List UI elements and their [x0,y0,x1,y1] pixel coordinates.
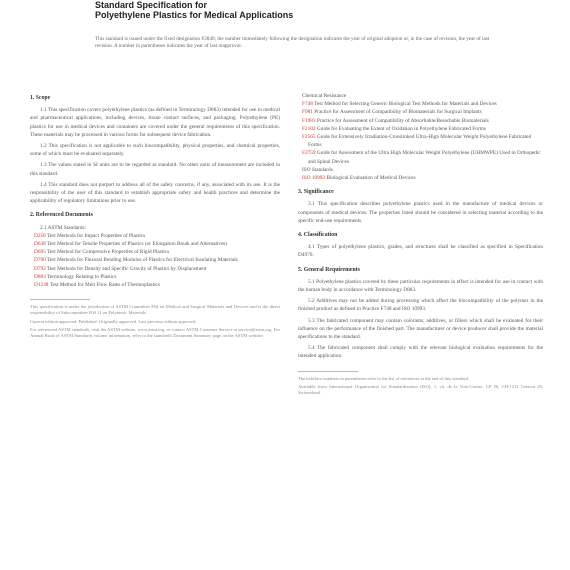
title-line-2: Polyethylene Plastics for Medical Applications [95,10,294,20]
left-column [30,88,280,341]
significance-para: 3.1 This specification describes polyethylene plastics used in the manufacture of medical devices or components of medical devices. The properties listed should be considered in selecting material according to the specific end-use requirements. [298,201,543,224]
reference-code[interactable]: F1983 [302,117,316,124]
general-para-2: 5.2 Additives may not be added during processing which affect the biocompatibility of the polymer in the finished product as defined in Practice F748 and ISO 10993. [298,298,543,313]
reference-title: ISO Standards [302,166,333,173]
scope-para-2: 1.2 This specification is not applicable to such biocompatibility, physical properties, and chemical properties, some of which must be evaluated separately. [30,143,280,158]
reference-item [302,133,543,149]
reference-title: Practice for Assessment of Compatibility of Absorbable/Resorbable Biomaterials [316,117,489,124]
reference-code[interactable]: D792 [34,265,46,272]
reference-code[interactable]: F2565 [302,134,316,141]
reference-item [34,281,280,289]
footnote: This specification is under the jurisdiction of ASTM Committee F04 on Medical and Surgical Materials and Devices and is the direct responsibility of Subcommittee F04.11 on Polymeric Materials. [30,304,280,316]
references-heading: 2. Referenced Documents [30,212,93,219]
right-footnotes [298,376,543,397]
reference-code[interactable]: F2759 [302,150,316,157]
document-title [95,0,475,20]
classification-heading: 4. Classification [298,232,338,239]
reference-code[interactable]: D790 [34,257,46,264]
reference-item [34,248,280,256]
reference-code[interactable]: ISO 10993 [302,175,326,182]
significance-heading: 3. Significance [298,189,334,196]
reference-item [302,166,543,174]
footnote-divider [298,371,358,372]
title-line-1: Standard Specification for [95,0,208,10]
reference-code[interactable]: D883 [34,273,46,280]
reference-title: Practice for Assessment of Compatibility of Biomaterials for Surgical Implants [314,109,482,116]
scope-para-4: 1.4 This standard does not purport to address all of the safety concerns, if any, associated with its use. It is the responsibility of the user of this standard to establish appropriate safety and health practices and determine the applicability of regulatory limitations prior to use. [30,181,280,205]
reference-list-continued [298,92,543,182]
reference-title: Guide for Assessment of the Ultra High Molecular Weight Polyethylene (UHMWPE) Used in Orthopedic and Spinal Devices [308,150,541,165]
reference-item [302,92,543,100]
reference-title: Guide for Extensively Irradiation-Crosslinked Ultra-High Molecular Weight Polyethylene Fabricated Forms [308,134,532,149]
reference-item [302,117,543,125]
reference-code[interactable]: D695 [34,249,46,256]
reference-item [34,256,280,264]
left-footnotes [30,304,280,339]
reference-title: Guide for Evaluating the Extent of Oxidation in Polyethylene Fabricated Forms [316,125,486,132]
reference-item [302,108,543,116]
reference-title: Test Methods for Impact Properties of Plastics [47,232,146,239]
reference-title: Terminology Relating to Plastics [47,273,117,280]
general-para-1: 5.1 Polyethylene plastics covered by these particular requirements in effect is intended for use in contact with the human body in accordance with Terminology D883. [298,278,543,294]
footnote-divider [30,299,90,300]
right-column [298,92,543,398]
footnote: Available from International Organization for Standardization (ISO), 1, ch. de la Voie-Creuse, CP 56, CH-1211 Geneva 20, Switzerland. [298,383,543,396]
reference-title: Test Method for Melt Flow Rates of Thermoplastics [49,282,160,289]
reference-item [34,265,280,273]
scope-para-3: 1.3 The values stated in SI units are to be regarded as standard. No other units of measurement are included in this standard. [30,162,280,177]
reference-item [302,125,543,133]
reference-title: Test Methods for Flexural Bending Modulus of Plastics for Electrical Insulating Materials [47,257,238,264]
reference-item [302,174,543,182]
reference-item [302,100,543,108]
reference-code[interactable]: D1238 [34,282,49,289]
reference-code[interactable]: F748 [302,101,313,108]
reference-code[interactable]: F981 [302,109,313,116]
general-para-4: 5.4 The fabricated component shall comply with the relevant biological evaluation requirements for the intended application. [298,345,543,360]
reference-item [34,232,280,240]
references-intro: 2.1 ASTM Standards: [40,224,87,231]
general-para-3: 5.3 The fabricated component may contain colorants, additives, or fillers which shall be evaluated for their influence on the performance of the finished part. The manufacturer or device producer shall provide the material specifications to the standard. [298,317,543,341]
reference-title: Test Method for Compressive Properties of Rigid Plastics [47,249,170,256]
scope-heading: 1. Scope [30,95,51,101]
reference-title: Test Method for Tensile Properties of Plastics (or Elongation Break and Alternatives) [47,241,228,248]
reference-code[interactable]: F2102 [302,125,316,132]
footnote: For referenced ASTM standards, visit the ASTM website, www.astm.org, or contact ASTM Customer Service at service@astm.org. For Annual Book of ASTM Standards volume information, refer to the standard's Document Summary page on the ASTM website. [30,326,280,339]
footnote: Current edition approved. Published. Originally approved. Last previous edition approved. [30,318,197,324]
scope-para-1: 1.1 This specification covers polyethylene plastics (as defined in Terminology D883) intended for use in medical and pharmaceutical applications, including devices, tissue contact surfaces, and packaging. Polyethylene (PE) plastics for use in medical devices and containers are covered under the general requirements of this specification. These materials may be processed in various forms for subsequent device fabrication. [30,107,280,138]
reference-title: Chemical Resistance [302,93,347,99]
reference-item [302,149,543,165]
intro-text: This standard is issued under the fixed designation F2848; the number immediately following the designation indicates the year of original adoption or, in the case of revision, the year of last revision. A number in parentheses indicates the year of last reapproval. [95,36,490,49]
reference-title: Biological Evaluation of Medical Devices [326,175,416,182]
reference-item [34,240,280,248]
reference-code[interactable]: D638 [34,241,46,248]
reference-code[interactable]: D256 [34,232,46,239]
reference-item [34,273,280,281]
reference-title: Test Method for Selecting Generic Biological Test Methods for Materials and Devices [314,101,497,108]
reference-list [30,232,280,289]
classification-para: 4.1 Types of polyethylene plastics, grades, and structures shall be classified as specified in Specification D4976. [298,244,543,259]
footnote: The boldface numbers in parentheses refer to the list of references at the end of this standard. [298,375,470,381]
reference-title: Test Methods for Density and Specific Gravity of Plastics by Displacement [47,265,207,272]
general-requirements-heading: 5. General Requirements [298,266,360,273]
